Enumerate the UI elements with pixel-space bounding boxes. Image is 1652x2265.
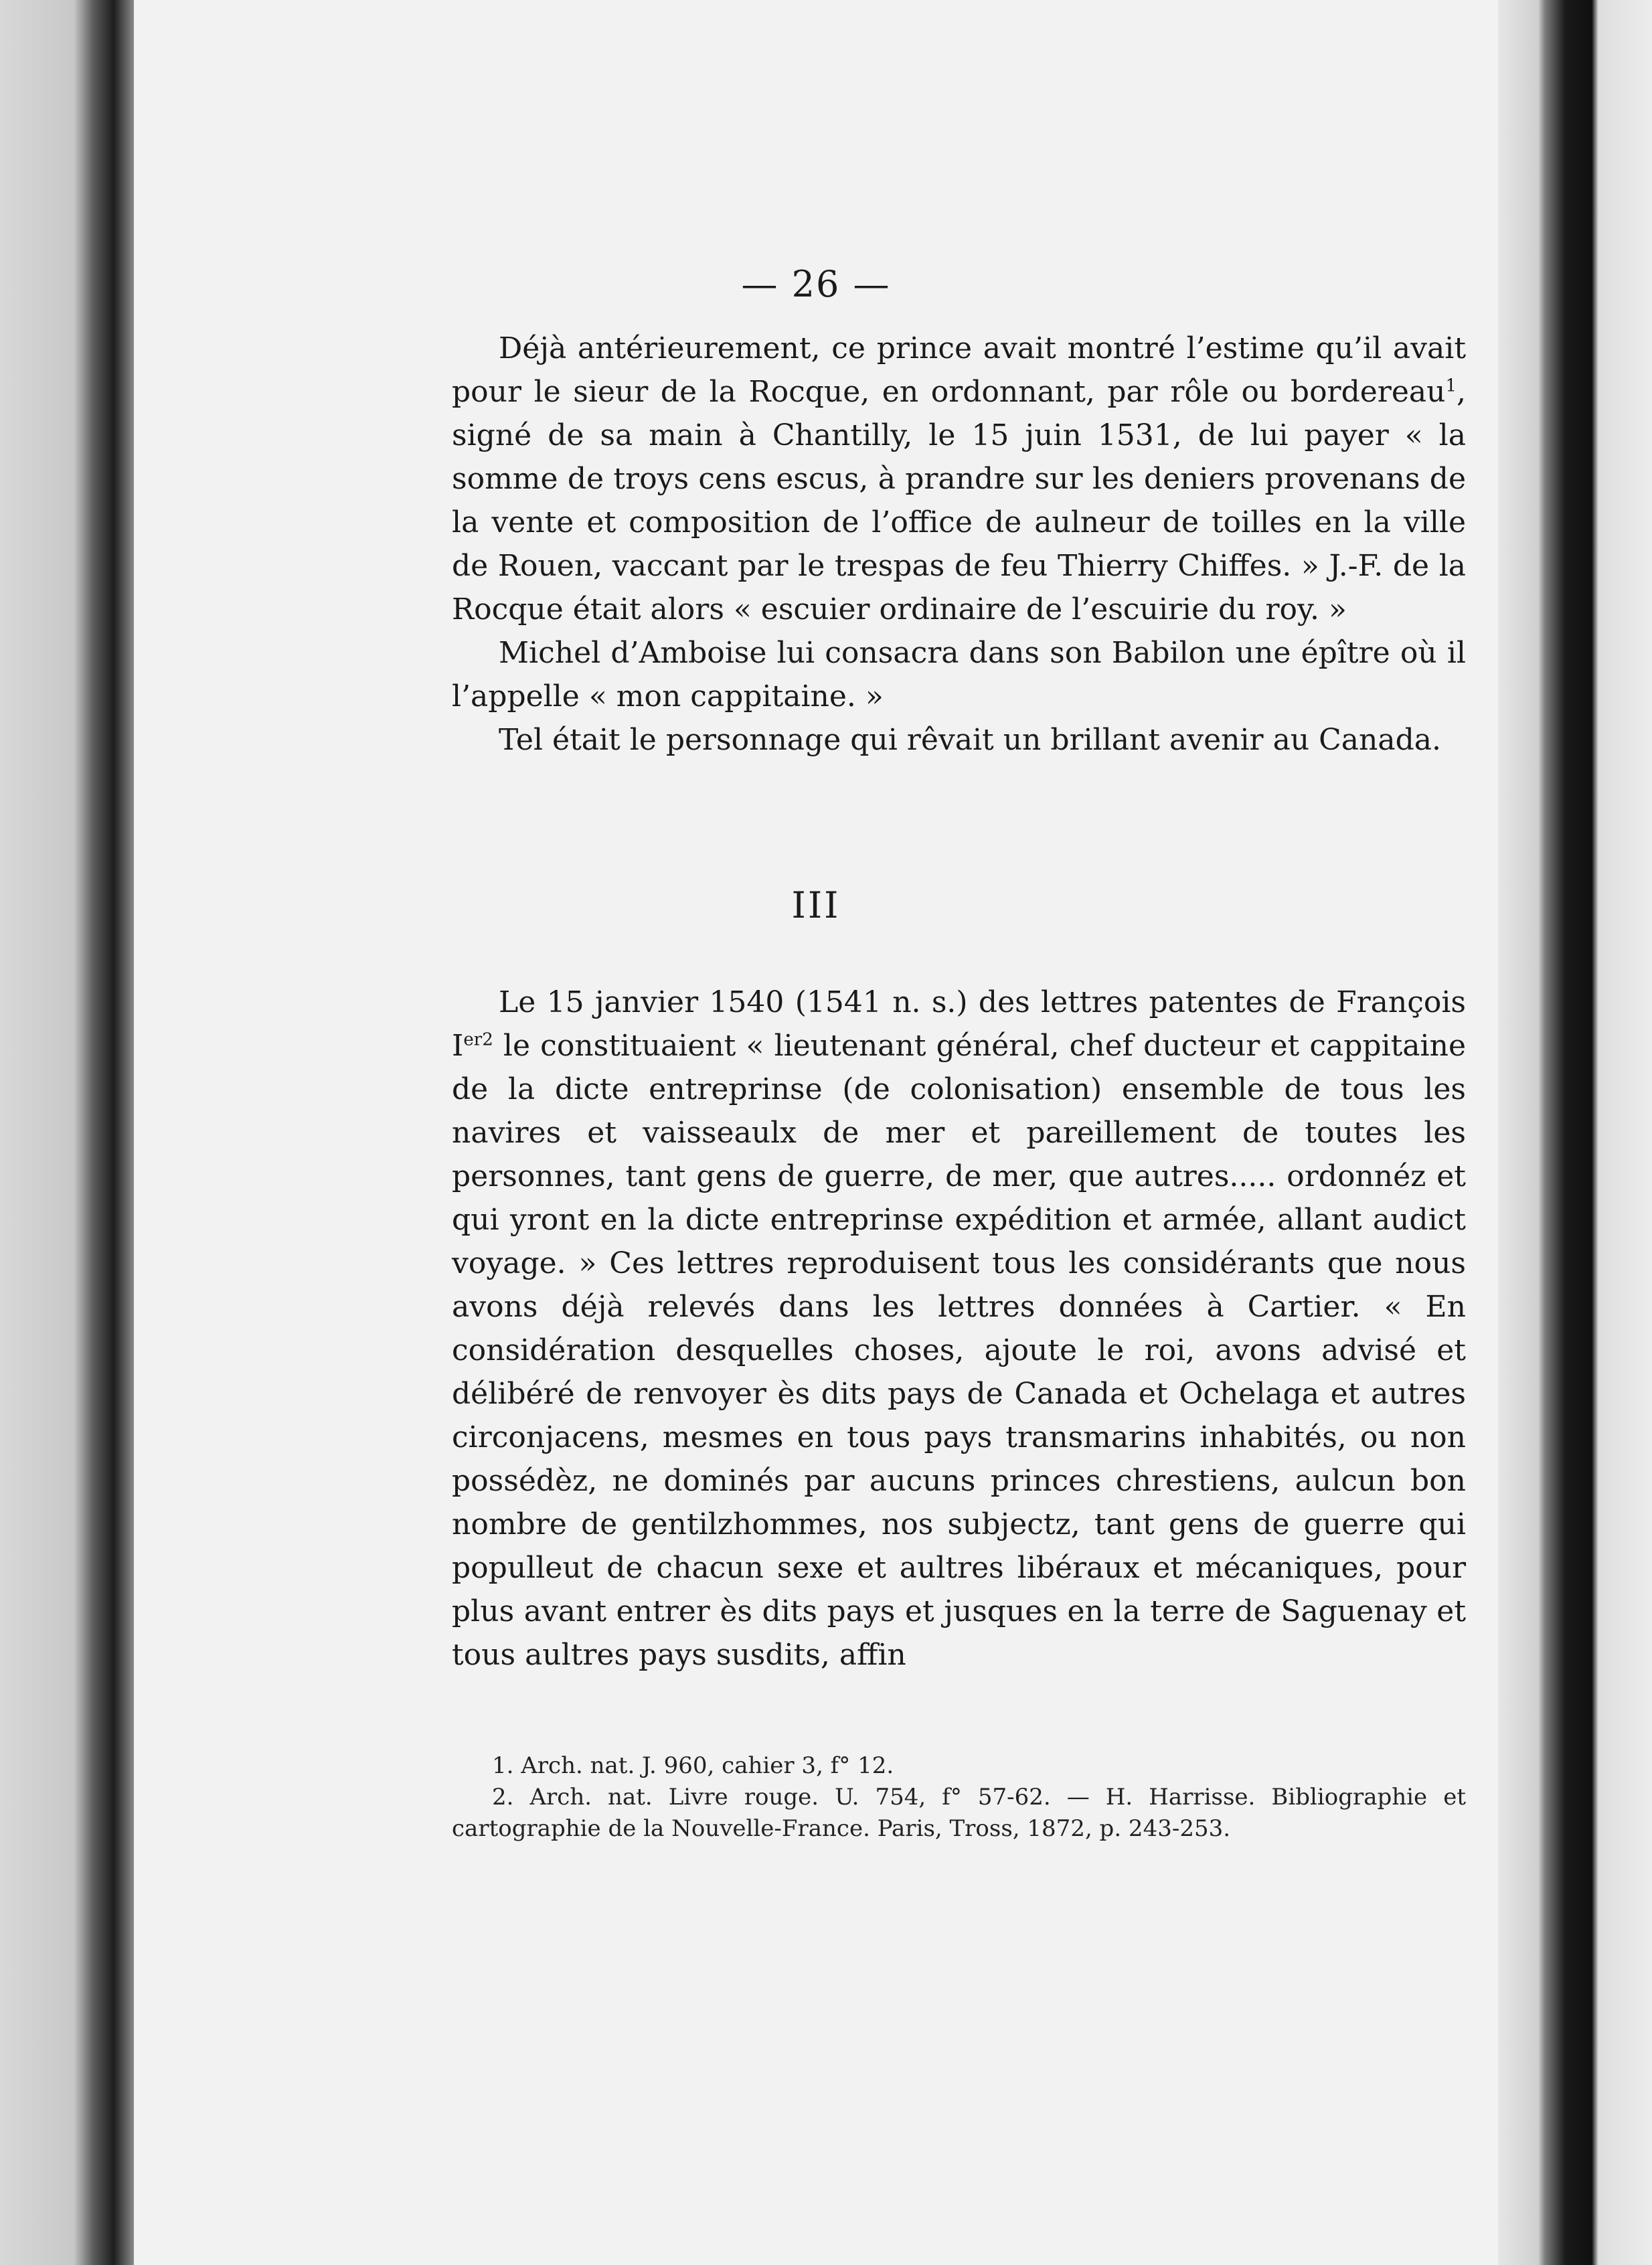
paragraph-1-start: Déjà antérieurement, ce prince avait montré l’estime qu’il avait pour le sieur de la Rocque, en ordonnant, par rôle ou bordereau (452, 331, 1466, 409)
text-block-before-section (452, 327, 1466, 762)
paragraph-after-rest: le constituaient « lieutenant général, chef ducteur et cappitaine de la dicte entreprinse (de colonisation) ensemble de tous les navires et vaisseaulx de mer et pareillement de toutes les personnes, tant gens de guerre, de mer, que autres..... ordonnéz et qui yront en la dicte entreprinse expédition et armée, allant audict voyage. » Ces lettres reproduisent tous les considérants que nous avons déjà relevés dans les lettres données à Cartier. « En considération desquelles choses, ajoute le roi, avons advisé et délibéré de renvoyer ès dits pays de Canada et Ochelaga et autres circonjacens, mesmes en tous pays transmarins inhabités, ou non possédèz, ne dominés par aucuns princes chrestiens, aulcun bon nombre de gentilzhommes, nos subjectz, tant gens de guerre qui populleut de chacun sexe et aultres libéraux et mécaniques, pour plus avant entrer ès dits pays et jusques en la terre de Saguenay et tous aultres pays susdits, affin (452, 1029, 1466, 1672)
paragraph-rocque-estime (452, 327, 1466, 631)
footnote-1: 1. Arch. nat. J. 960, cahier 3, f° 12. (492, 1752, 894, 1779)
section-heading: III (791, 884, 841, 926)
footnote-ref-1: 1 (1445, 375, 1457, 396)
book-page (134, 0, 1498, 2265)
paragraph-lettres-patentes (452, 981, 1466, 1677)
paragraph-amboise: Michel d’Amboise lui consacra dans son Babilon une épître où il l’appelle « mon cappitaine. » (452, 636, 1466, 714)
text-block-section-iii (452, 981, 1466, 1677)
paragraph-personnage: Tel était le personnage qui rêvait un brillant avenir au Canada. (499, 723, 1441, 757)
footnotes (452, 1750, 1466, 1845)
paragraph-after-start: Le 15 janvier 1540 (1541 n. s.) des lettres patentes de François I (452, 985, 1466, 1063)
footnote-2: 2. Arch. nat. Livre rouge. U. 754, f° 57-62. — H. Harrisse. Bibliographie et cartographie de la Nouvelle-France. Paris, Tross, 1872, p. 243-253. (452, 1784, 1466, 1842)
binding-shadow-left (0, 0, 134, 2265)
page-number: — 26 — (741, 263, 891, 305)
binding-shadow-right (1498, 0, 1652, 2265)
footnote-ref-2: 2 (482, 1029, 493, 1050)
paragraph-1-rest: , signé de sa main à Chantilly, le 15 juin 1531, de lui payer « la somme de troys cens escus, à prandre sur les deniers provenans de la vente et composition de l’office de aulneur de toilles en la ville de Rouen, vaccant par le trespas de feu Thierry Chiffes. » J.-F. de la Rocque était alors « escuier ordinaire de l’escuirie du roy. » (452, 375, 1466, 626)
superscript-er: er (463, 1029, 483, 1050)
